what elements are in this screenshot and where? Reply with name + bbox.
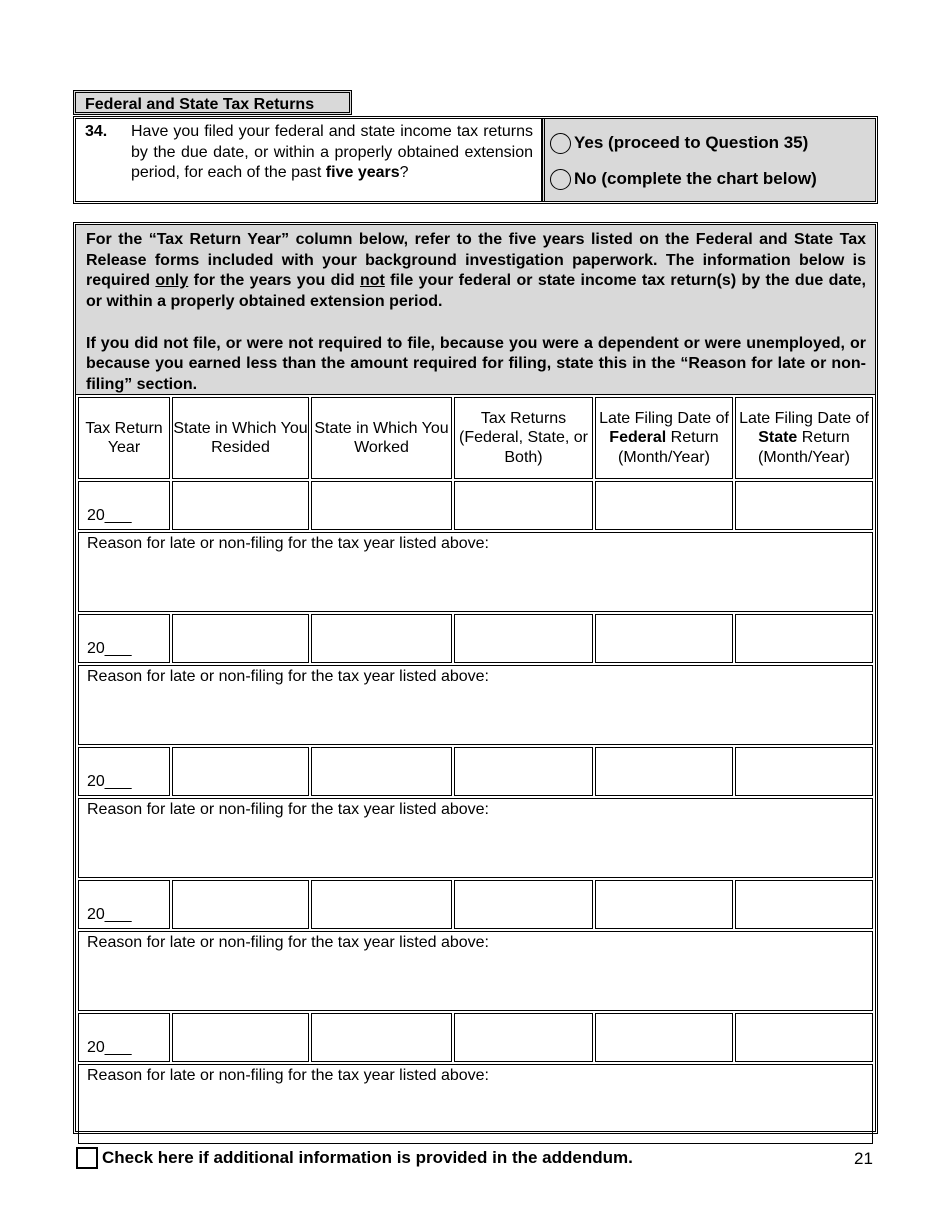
tax-year-field[interactable]: 20___	[78, 747, 170, 796]
tax-returns-field[interactable]	[454, 1013, 593, 1062]
tax-return-table	[76, 395, 875, 1146]
reason-row	[78, 532, 873, 612]
late-federal-date-field[interactable]	[595, 1013, 733, 1062]
state-worked-field[interactable]	[311, 481, 452, 530]
header-state-worked: State in Which You Worked	[311, 397, 452, 479]
header-state-resided: State in Which You Resided	[172, 397, 309, 479]
table-row	[78, 481, 873, 530]
question-34-prompt	[76, 119, 542, 201]
addendum-label: Check here if additional information is provided in the addendum.	[102, 1148, 633, 1167]
state-resided-field[interactable]	[172, 1013, 309, 1062]
state-resided-field[interactable]	[172, 880, 309, 929]
header-late-state: Late Filing Date of State Return (Month/Year)	[735, 397, 873, 479]
state-worked-field[interactable]	[311, 747, 452, 796]
late-state-date-field[interactable]	[735, 481, 873, 530]
header-late-federal: Late Filing Date of Federal Return (Month/Year)	[595, 397, 733, 479]
question-34-options	[542, 119, 875, 201]
question-number: 34.	[85, 123, 108, 140]
header-tax-returns: Tax Returns (Federal, State, or Both)	[454, 397, 593, 479]
question-34-block	[73, 116, 878, 204]
chart-instructions	[76, 225, 875, 395]
reason-field[interactable]: Reason for late or non-filing for the tax year listed above:	[78, 1064, 873, 1144]
table-row	[78, 747, 873, 796]
reason-row	[78, 665, 873, 745]
state-worked-field[interactable]	[311, 880, 452, 929]
instructions-paragraph-2: If you did not file, or were not required to file, because you were a dependent or were unemployed, or because you earned less than the amount required for filing, state this in the “Reason for late or non-filing” section.	[86, 334, 866, 393]
tax-year-field[interactable]: 20___	[78, 481, 170, 530]
reason-field[interactable]: Reason for late or non-filing for the tax year listed above:	[78, 532, 873, 612]
reason-row	[78, 931, 873, 1011]
table-row	[78, 1013, 873, 1062]
page-footer	[76, 1145, 881, 1175]
state-resided-field[interactable]	[172, 747, 309, 796]
question-text: Have you filed your federal and state income tax returns by the due date, or within a properly obtained extension period, for each of the past five years?	[131, 123, 533, 181]
option-yes[interactable]	[550, 131, 875, 155]
tax-returns-field[interactable]	[454, 614, 593, 663]
state-resided-field[interactable]	[172, 481, 309, 530]
late-federal-date-field[interactable]	[595, 747, 733, 796]
header-tax-return-year: Tax Return Year	[78, 397, 170, 479]
tax-year-field[interactable]: 20___	[78, 1013, 170, 1062]
section-title: Federal and State Tax Returns	[73, 90, 352, 115]
no-radio-button[interactable]	[550, 169, 571, 190]
table-header-row	[78, 397, 873, 479]
option-yes-label: Yes (proceed to Question 35)	[574, 133, 809, 152]
late-state-date-field[interactable]	[735, 1013, 873, 1062]
instructions-paragraph-1: For the “Tax Return Year” column below, refer to the five years listed on the Federal and State Tax Release forms included with your background investigation paperwork. The information below is required only for the years you did not file your federal or state income tax return(s) by the due date, or within a properly obtained extension period.	[86, 231, 866, 311]
tax-returns-field[interactable]	[454, 481, 593, 530]
late-state-date-field[interactable]	[735, 747, 873, 796]
reason-row	[78, 798, 873, 878]
option-no-label: No (complete the chart below)	[574, 169, 817, 188]
reason-row	[78, 1064, 873, 1144]
table-row	[78, 614, 873, 663]
addendum-checkbox[interactable]	[76, 1147, 98, 1169]
late-state-date-field[interactable]	[735, 880, 873, 929]
late-state-date-field[interactable]	[735, 614, 873, 663]
yes-radio-button[interactable]	[550, 133, 571, 154]
page-number: 21	[854, 1149, 873, 1168]
late-federal-date-field[interactable]	[595, 481, 733, 530]
option-no[interactable]	[550, 167, 875, 191]
state-worked-field[interactable]	[311, 1013, 452, 1062]
tax-returns-field[interactable]	[454, 747, 593, 796]
tax-returns-field[interactable]	[454, 880, 593, 929]
reason-field[interactable]: Reason for late or non-filing for the tax year listed above:	[78, 931, 873, 1011]
tax-year-field[interactable]: 20___	[78, 880, 170, 929]
table-row	[78, 880, 873, 929]
late-federal-date-field[interactable]	[595, 880, 733, 929]
late-federal-date-field[interactable]	[595, 614, 733, 663]
tax-year-field[interactable]: 20___	[78, 614, 170, 663]
state-resided-field[interactable]	[172, 614, 309, 663]
reason-field[interactable]: Reason for late or non-filing for the tax year listed above:	[78, 798, 873, 878]
late-filing-chart	[73, 222, 878, 1134]
state-worked-field[interactable]	[311, 614, 452, 663]
reason-field[interactable]: Reason for late or non-filing for the tax year listed above:	[78, 665, 873, 745]
